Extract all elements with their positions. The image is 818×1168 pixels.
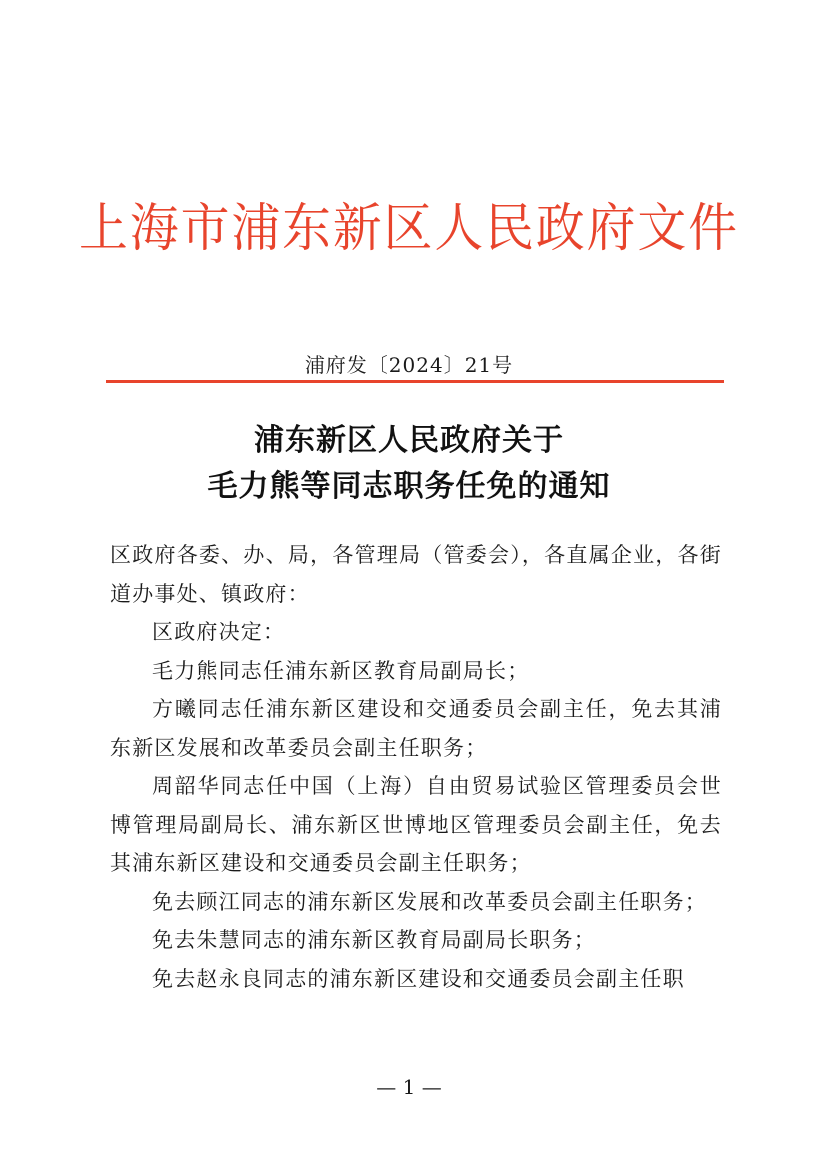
red-separator-line — [106, 380, 724, 383]
notice-title-line-1: 浦东新区人民政府关于 — [254, 423, 564, 458]
body-paragraph: 免去赵永良同志的浦东新区建设和交通委员会副主任职 — [152, 966, 685, 991]
notice-title-line-2: 毛力熊等同志职务任免的通知 — [207, 469, 611, 504]
body-paragraph: 区政府决定： — [152, 620, 286, 644]
masthead-title: 上海市浦东新区人民政府文件 — [79, 199, 739, 259]
notice-title — [0, 418, 818, 510]
body-paragraph: 毛力熊同志任浦东新区教育局副局长； — [152, 658, 530, 683]
page-number: — 1 — — [376, 1075, 442, 1099]
body-paragraph: 免去朱慧同志的浦东新区教育局副局长职务； — [152, 928, 596, 952]
body-paragraph: 方曦同志任浦东新区建设和交通委员会副主任，免去其浦东新区发展和改革委员会副主任职务； — [110, 697, 722, 760]
document-number: 浦府发〔2024〕21号 — [304, 353, 514, 377]
addressee: 区政府各委、办、局，各管理局（管委会），各直属企业，各街道办事处、镇政府： — [110, 543, 722, 606]
notice-body — [110, 536, 722, 998]
body-paragraph: 周韶华同志任中国（上海）自由贸易试验区管理委员会世博管理局副局长、浦东新区世博地区管理委员会副主任，免去其浦东新区建设和交通委员会副主任职务； — [110, 774, 722, 875]
body-paragraph: 免去顾江同志的浦东新区发展和改革委员会副主任职务； — [152, 889, 707, 914]
